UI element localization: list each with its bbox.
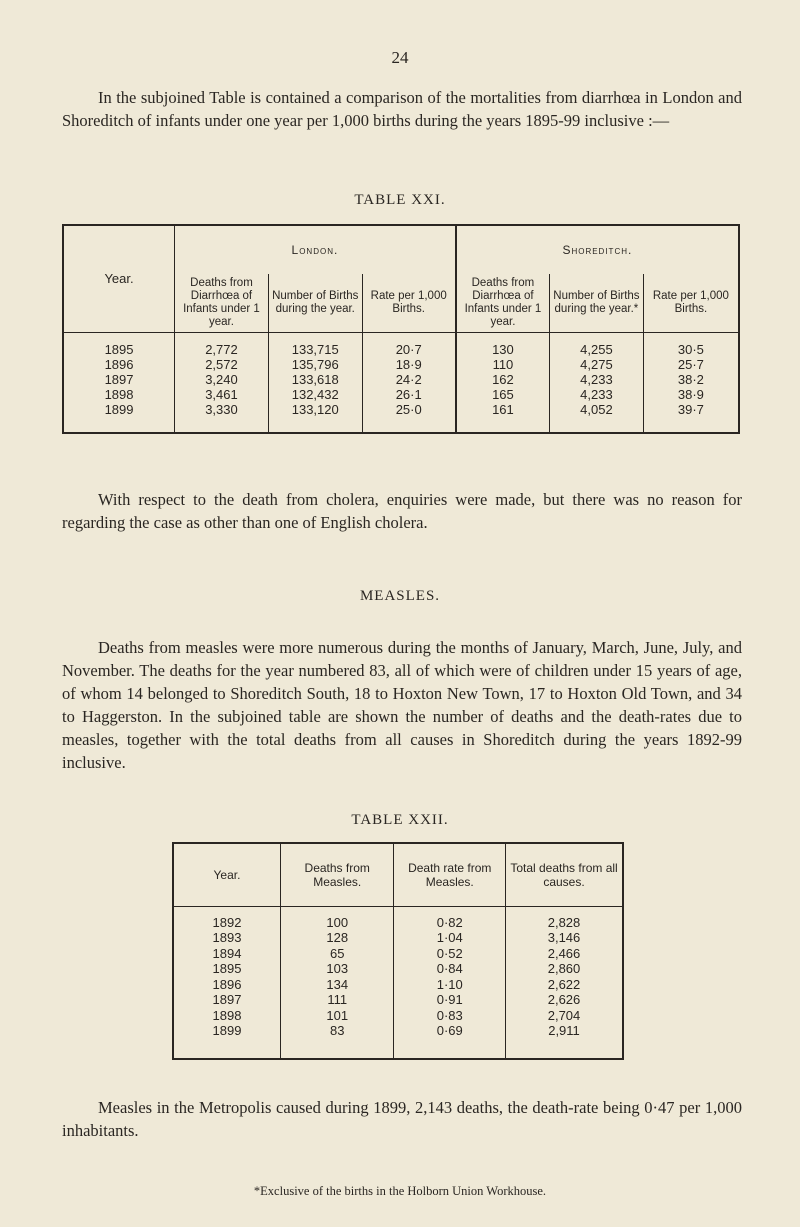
london-col-births: Number of Births during the year. — [268, 274, 362, 332]
cell: 0·82 — [394, 915, 506, 931]
cell: 165 — [456, 387, 550, 402]
cell: 3,461 — [175, 387, 269, 402]
table-row — [63, 342, 739, 357]
t22-total-header: Total deaths from all causes. — [506, 843, 623, 907]
shoreditch-header: Shoreditch. — [456, 225, 739, 274]
cell: 1898 — [212, 1007, 242, 1023]
metropolis-paragraph: Measles in the Metropolis caused during 1899, 2,143 deaths, the death-rate being 0·47 per 1,000 inhabitants. — [62, 1098, 742, 1140]
cell: 1·10 — [394, 977, 506, 993]
cell: 24·2 — [362, 372, 456, 387]
table-row — [63, 357, 739, 372]
cell: 4,052 — [550, 402, 644, 417]
cell: 101 — [280, 1008, 394, 1024]
cell: 4,255 — [550, 342, 644, 357]
cell: 161 — [456, 402, 550, 417]
cell: 2,626 — [506, 992, 623, 1008]
cell: 20·7 — [362, 342, 456, 357]
t22-deaths-header: Deaths from Measles. — [280, 843, 394, 907]
table-xxi — [62, 224, 740, 434]
london-header: London. — [175, 225, 456, 274]
t22-rate-header: Death rate from Measles. — [394, 843, 506, 907]
table-row — [63, 372, 739, 387]
year-header: Year. — [104, 271, 134, 287]
cell: 38·2 — [643, 372, 739, 387]
london-col-rate: Rate per 1,000 Births. — [362, 274, 456, 332]
page-number: 24 — [391, 48, 409, 67]
cell: 0·83 — [394, 1008, 506, 1024]
cell: 2,466 — [506, 946, 623, 962]
cell: 0·69 — [394, 1023, 506, 1039]
cell: 1896 — [104, 357, 134, 372]
cell: 1·04 — [394, 930, 506, 946]
cell: 1898 — [104, 387, 134, 402]
cell: 39·7 — [643, 402, 739, 417]
t22-year-header: Year. — [173, 843, 280, 907]
cell: 1893 — [212, 930, 242, 945]
cell: 4,275 — [550, 357, 644, 372]
cell: 110 — [456, 357, 550, 372]
cell: 0·52 — [394, 946, 506, 962]
cell: 1899 — [212, 1023, 242, 1038]
table-row — [173, 977, 623, 993]
cell: 38·9 — [643, 387, 739, 402]
cell: 4,233 — [550, 387, 644, 402]
table21-title: TABLE XXI. — [354, 192, 446, 208]
table-xxii — [172, 842, 624, 1060]
table-row — [173, 992, 623, 1008]
cell: 103 — [280, 961, 394, 977]
cell: 162 — [456, 372, 550, 387]
cell: 2,704 — [506, 1008, 623, 1024]
cell: 0·91 — [394, 992, 506, 1008]
cell: 2,911 — [506, 1023, 623, 1039]
cell: 134 — [280, 977, 394, 993]
cell: 1899 — [104, 402, 134, 417]
table-row — [173, 915, 623, 931]
cell: 30·5 — [643, 342, 739, 357]
measles-heading: MEASLES. — [359, 588, 441, 604]
table-row — [173, 1008, 623, 1024]
cell: 111 — [280, 992, 394, 1008]
cholera-paragraph: With respect to the death from cholera, enquiries were made, but there was no reason for regarding the case as other than one of English cholera. — [62, 490, 742, 532]
table-row — [173, 930, 623, 946]
cell: 83 — [280, 1023, 394, 1039]
cell: 2,828 — [506, 915, 623, 931]
cell: 1894 — [212, 945, 242, 961]
cell: 1897 — [212, 992, 242, 1007]
table-row — [173, 961, 623, 977]
cell: 100 — [280, 915, 394, 931]
cell: 4,233 — [550, 372, 644, 387]
measles-paragraph: Deaths from measles were more numerous during the months of January, March, June, July, and November. The deaths for the year numbered 83, all of which were of children under 15 years of age, of whom 14 belonged to Shoreditch South, 18 to Hoxton New Town, 17 to Hoxton Old Town, and 34 to Haggerston. In the subjoined table are shown the number of deaths and the death-rates due to measles, together with the total deaths from all causes in Shoreditch during the years 1892-99 inclusive. — [62, 638, 742, 772]
table22-title: TABLE XXII. — [351, 812, 449, 828]
cell: 132,432 — [268, 387, 362, 402]
table-row — [63, 387, 739, 402]
cell: 1896 — [212, 976, 242, 992]
cell: 133,715 — [268, 342, 362, 357]
cell: 3,240 — [175, 372, 269, 387]
shoreditch-col-deaths: Deaths from Diarrhœa of Infants under 1 year. — [456, 274, 550, 332]
cell: 1892 — [212, 914, 242, 930]
cell: 2,860 — [506, 961, 623, 977]
shoreditch-col-births: Number of Births during the year.* — [550, 274, 644, 332]
cell: 3,330 — [175, 402, 269, 417]
cell: 0·84 — [394, 961, 506, 977]
cell: 2,772 — [175, 342, 269, 357]
cell: 128 — [280, 930, 394, 946]
cell: 130 — [456, 342, 550, 357]
cell: 2,572 — [175, 357, 269, 372]
table-row — [173, 946, 623, 962]
london-col-deaths: Deaths from Diarrhœa of Infants under 1 year. — [175, 274, 269, 332]
cell: 133,618 — [268, 372, 362, 387]
cell: 1895 — [212, 961, 242, 976]
cell: 25·7 — [643, 357, 739, 372]
table-row — [63, 402, 739, 417]
cell: 18·9 — [362, 357, 456, 372]
intro-paragraph: In the subjoined Table is contained a comparison of the mortalities from diarrhœa in London and Shoreditch of infants under one year per 1,000 births during the years 1895-99 inclusive :— — [62, 88, 742, 130]
cell: 1897 — [104, 372, 134, 387]
cell: 26·1 — [362, 387, 456, 402]
cell: 65 — [280, 946, 394, 962]
cell: 135,796 — [268, 357, 362, 372]
cell: 25·0 — [362, 402, 456, 417]
cell: 133,120 — [268, 402, 362, 417]
cell: 1895 — [104, 342, 134, 357]
footnote: *Exclusive of the births in the Holborn Union Workhouse. — [253, 1184, 547, 1198]
cell: 3,146 — [506, 930, 623, 946]
shoreditch-col-rate: Rate per 1,000 Births. — [643, 274, 739, 332]
table-row — [173, 1023, 623, 1039]
cell: 2,622 — [506, 977, 623, 993]
